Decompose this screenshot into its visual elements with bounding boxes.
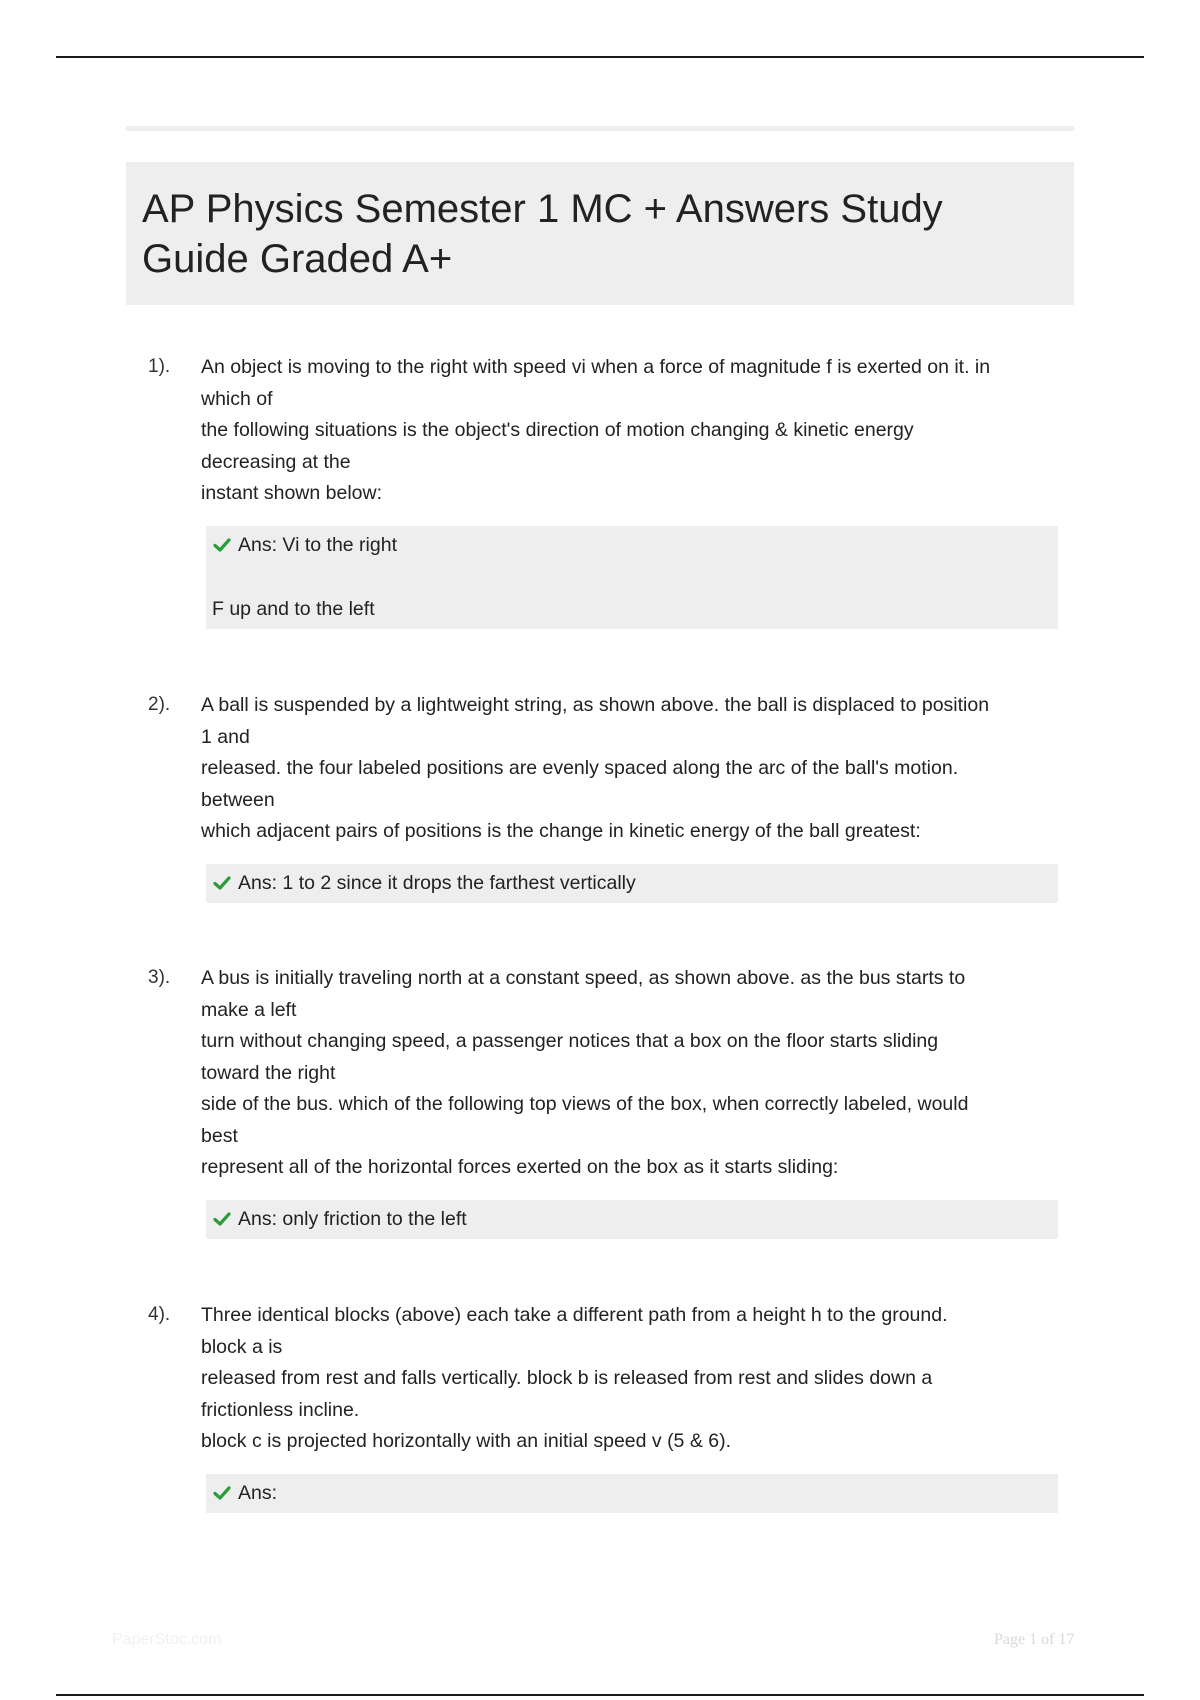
question-line: the following situations is the object's direction of motion changing & kinetic energy (201, 419, 914, 441)
answer-text: Ans: 1 to 2 since it drops the farthest vertically (238, 871, 636, 894)
question-line: toward the right (201, 1061, 336, 1084)
watermark: PaperStoc.com (112, 1631, 222, 1648)
question-line: which of (201, 387, 273, 410)
question-1 (148, 352, 1058, 629)
question-number: 4). (148, 1304, 171, 1325)
question-line: A ball is suspended by a lightweight string, as shown above. the ball is displaced to position (201, 694, 990, 716)
question-line: block c is projected horizontally with an initial speed v (5 & 6). (201, 1430, 732, 1452)
question-line: A bus is initially traveling north at a constant speed, as shown above. as the bus starts to (201, 967, 966, 989)
question-3 (148, 963, 1058, 1239)
question-number: 3). (148, 967, 171, 988)
question-line: An object is moving to the right with speed vi when a force of magnitude f is exerted on it. in (201, 356, 991, 378)
question-4 (148, 1300, 1058, 1513)
page-number: Page 1 of 17 (994, 1631, 1075, 1648)
question-2 (148, 690, 1058, 903)
question-line: Three identical blocks (above) each take a different path from a height h to the ground. (201, 1304, 948, 1326)
question-line: make a left (201, 998, 297, 1021)
answer-box (206, 526, 1058, 629)
checkmark-icon (212, 1209, 232, 1229)
question-line: best (201, 1124, 238, 1147)
question-text (201, 963, 1061, 1184)
checkmark-icon (212, 873, 232, 893)
question-text (201, 1300, 1061, 1458)
question-number: 2). (148, 694, 171, 715)
question-line: represent all of the horizontal forces exerted on the box as it starts sliding: (201, 1156, 839, 1178)
question-line: block a is (201, 1335, 283, 1358)
answer-text: Ans: (238, 1481, 278, 1504)
bottom-rule (56, 1694, 1144, 1696)
question-line: 1 and (201, 725, 250, 748)
question-line: turn without changing speed, a passenger notices that a box on the floor starts sliding (201, 1030, 939, 1052)
question-line: which adjacent pairs of positions is the change in kinetic energy of the ball greatest: (201, 820, 921, 842)
title-banner (126, 162, 1074, 305)
question-line: between (201, 788, 275, 811)
answer-text: Ans: only friction to the left (238, 1207, 467, 1230)
answer-text: Ans: Vi to the right (238, 533, 397, 556)
question-line: released. the four labeled positions are evenly spaced along the arc of the ball's motion. (201, 757, 959, 779)
question-text (201, 352, 1061, 510)
answer-box (206, 1474, 1058, 1513)
question-line: released from rest and falls vertically. block b is released from rest and slides down a (201, 1367, 933, 1389)
answer-box (206, 864, 1058, 903)
answer-box (206, 1200, 1058, 1239)
question-line: instant shown below: (201, 482, 383, 504)
top-rule (56, 56, 1144, 58)
document-title: AP Physics Semester 1 MC + Answers Study Guide Graded A+ (142, 187, 943, 281)
question-line: decreasing at the (201, 450, 351, 473)
header-divider (126, 126, 1074, 131)
question-line: side of the bus. which of the following top views of the box, when correctly labeled, would (201, 1093, 969, 1115)
answer-extra-text: F up and to the left (212, 597, 375, 620)
question-line: frictionless incline. (201, 1398, 360, 1421)
checkmark-icon (212, 535, 232, 555)
checkmark-icon (212, 1483, 232, 1503)
question-text (201, 690, 1061, 848)
question-number: 1). (148, 356, 171, 377)
